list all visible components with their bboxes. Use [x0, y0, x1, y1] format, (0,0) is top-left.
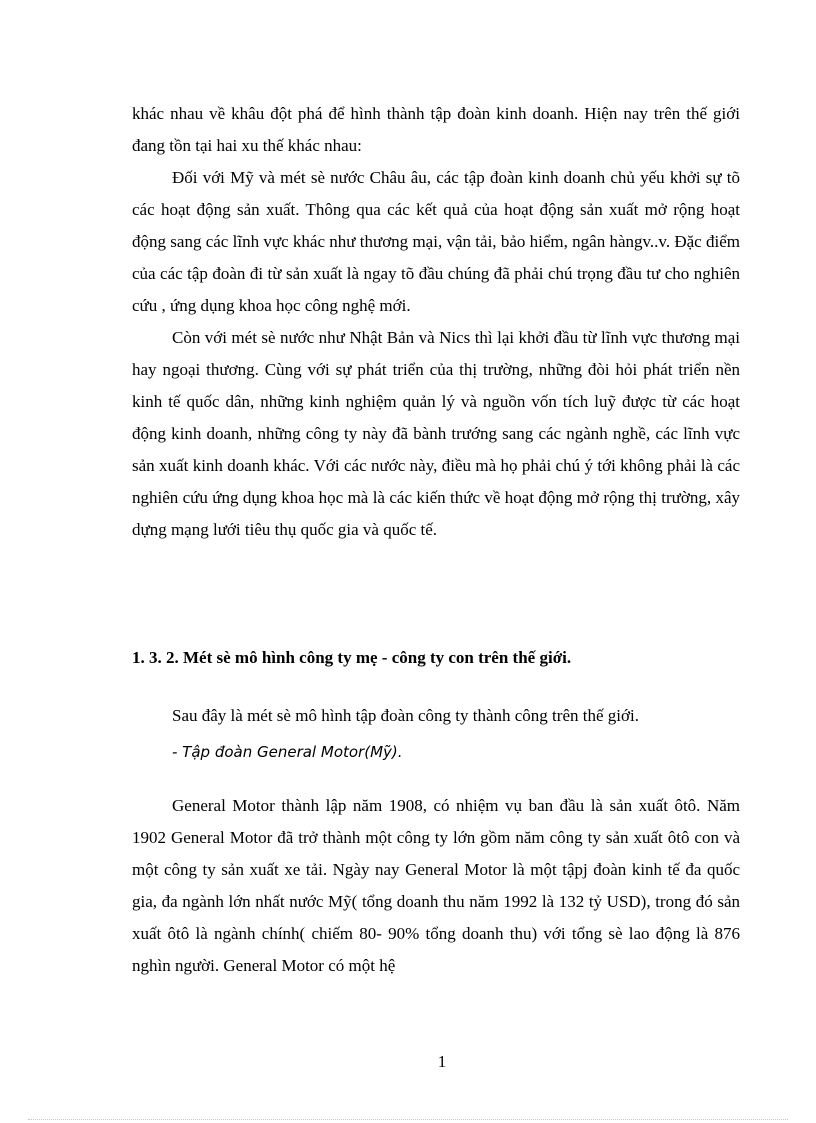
- body-paragraph: khác nhau về khâu đột phá để hình thành tập đoàn kinh doanh. Hiện nay trên thế giới đang tồn tại hai xu thế khác nhau:: [132, 104, 740, 155]
- body-paragraph: General Motor thành lập năm 1908, có nhiệm vụ ban đầu là sản xuất ôtô. Năm 1902 General Motor đã trở thành một công ty lớn gồm năm công ty sản xuất ôtô con và một công ty sản xuất xe tải. Ngày nay General Motor là một tậpj đoàn kinh tế đa quốc gia, đa ngành lớn nhất nước Mỹ( tổng doanh thu năm 1992 là 132 tỷ USD), trong đó sản xuất ôtô là ngành chính( chiếm 80- 90% tổng doanh thu) với tổng sè lao động là 876 nghìn người. General Motor có một hệ: [132, 796, 740, 975]
- body-paragraph: Còn với mét sè nước như Nhật Bản và Nics thì lại khởi đầu từ lĩnh vực thương mại hay ngoại thương. Cùng với sự phát triển của thị trường, những đòi hỏi phát triển nền kinh tế quốc dân, những kinh nghiệm quản lý và nguồn vốn tích luỹ được từ các hoạt động kinh doanh, những công ty này đã bành trướng sang các ngành nghề, các lĩnh vực sản xuất kinh doanh khác. Với các nước này, điều mà họ phải chú ý tới không phải là các nghiên cứu ứng dụng khoa học mà là các kiến thức về hoạt động mở rộng thị trường, xây dựng mạng lưới tiêu thụ quốc gia và quốc tế.: [132, 328, 740, 539]
- page-bottom-divider: [28, 1119, 788, 1120]
- body-paragraph: Đối với Mỹ và mét sè nước Châu âu, các tập đoàn kinh doanh chủ yếu khởi sự tõ các hoạt động sản xuất. Thông qua các kết quả của hoạt động sản xuất mở rộng hoạt động sang các lĩnh vực khác như thương mại, vận tải, bảo hiểm, ngân hàngv..v. Đặc điểm của các tập đoàn đi từ sản xuất là ngay tõ đầu chúng đã phải chú trọng đầu tư cho nghiên cứu , ứng dụng khoa học công nghệ mới.: [132, 168, 740, 315]
- section-heading: 1. 3. 2. Mét sè mô hình công ty mẹ - công ty con trên thế giới.: [132, 648, 572, 667]
- case-study-subheading: - Tập đoàn General Motor(Mỹ).: [172, 743, 403, 761]
- intro-sentence: Sau đây là mét sè mô hình tập đoàn công ty thành công trên thế giới.: [172, 706, 639, 725]
- general-motor-text: [132, 790, 740, 982]
- page-number: 1: [437, 1052, 447, 1071]
- section-intro-text: [132, 98, 740, 546]
